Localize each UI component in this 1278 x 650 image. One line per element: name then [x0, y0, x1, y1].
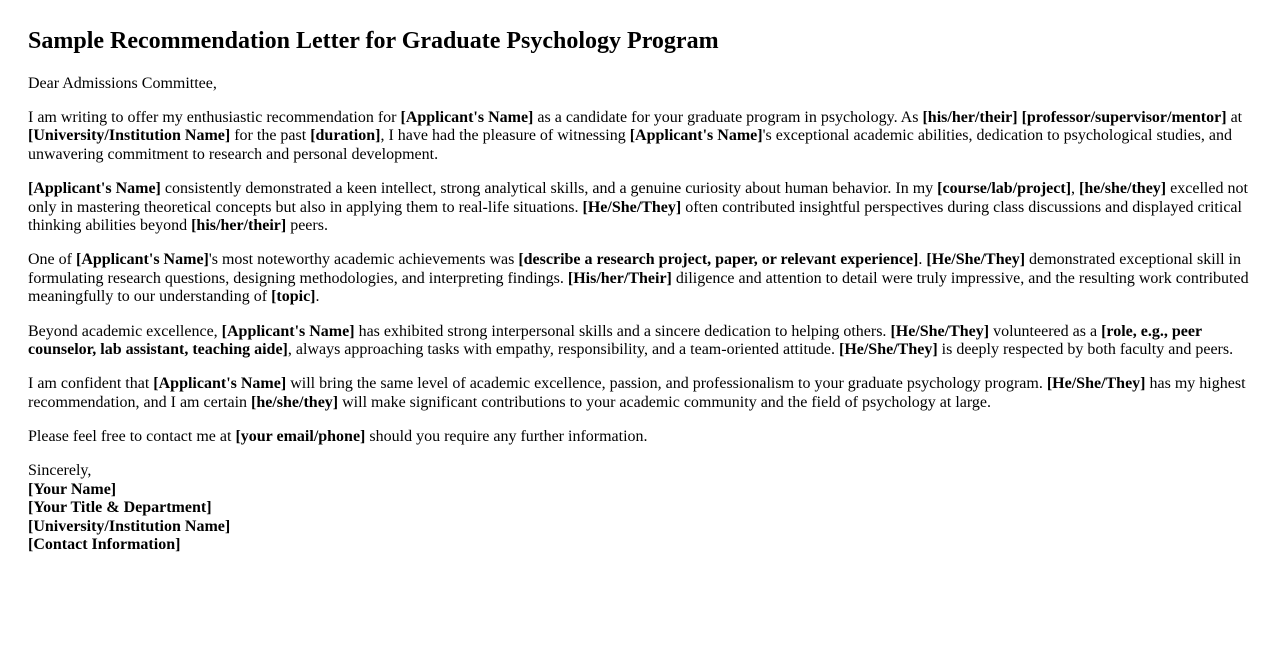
- letter-paragraph-research: One of [Applicant's Name]'s most noteworthy academic achievements was [describe a research project, paper, or relevant experience]. [He/She/They] demonstrated exceptional skill in formulating research questions, designing methodologies, and interpreting findings. [His/her/Their] diligence and attention to detail were truly impressive, and the resulting work contributed meaningfully to our understanding of [topic].: [28, 251, 1249, 306]
- salutation: Dear Admissions Committee,: [28, 74, 217, 92]
- letter-paragraph-interpersonal: Beyond academic excellence, [Applicant's Name] has exhibited strong interpersonal skills and a sincere dedication to helping others. [He/She/They] volunteered as a [role, e.g., peer counselor, lab assistant, teaching aide], always approaching tasks with empathy, responsibility, and a team-oriented attitude. [He/She/They] is deeply respected by both faculty and peers.: [28, 322, 1234, 358]
- letter-paragraph-academics: [Applicant's Name] consistently demonstrated a keen intellect, strong analytical skills, and a genuine curiosity about human behavior. In my [course/lab/project], [he/she/they] excelled not only in mastering theoretical concepts but also in applying them to real-life situations. [He/She/They] often contributed insightful perspectives during class discussions and displayed critical thinking abilities beyond [his/her/their] peers.: [28, 180, 1248, 234]
- page-title: Sample Recommendation Letter for Graduate Psychology Program: [28, 28, 719, 54]
- letter-paragraph-endorsement: I am confident that [Applicant's Name] will bring the same level of academic excellence, passion, and professionalism to your graduate psychology program. [He/She/They] has my highest recommendation, and I am certain [he/she/they] will make significant contributions to your academic community and the field of psychology at large.: [28, 375, 1246, 411]
- signature-block: Sincerely, [Your Name] [Your Title & Department] [University/Institution Name] [Contact Information]: [28, 462, 231, 554]
- letter-paragraph-intro: I am writing to offer my enthusiastic recommendation for [Applicant's Name] as a candidate for your graduate program in psychology. As [his/her/their] [professor/supervisor/mentor] at [University/Institution Name] for the past [duration], I have had the pleasure of witnessing [Applicant's Name]'s exceptional academic abilities, dedication to psychological studies, and unwavering commitment to research and personal development.: [28, 108, 1243, 163]
- letter-paragraph-contact: Please feel free to contact me at [your email/phone] should you require any further information.: [28, 428, 648, 446]
